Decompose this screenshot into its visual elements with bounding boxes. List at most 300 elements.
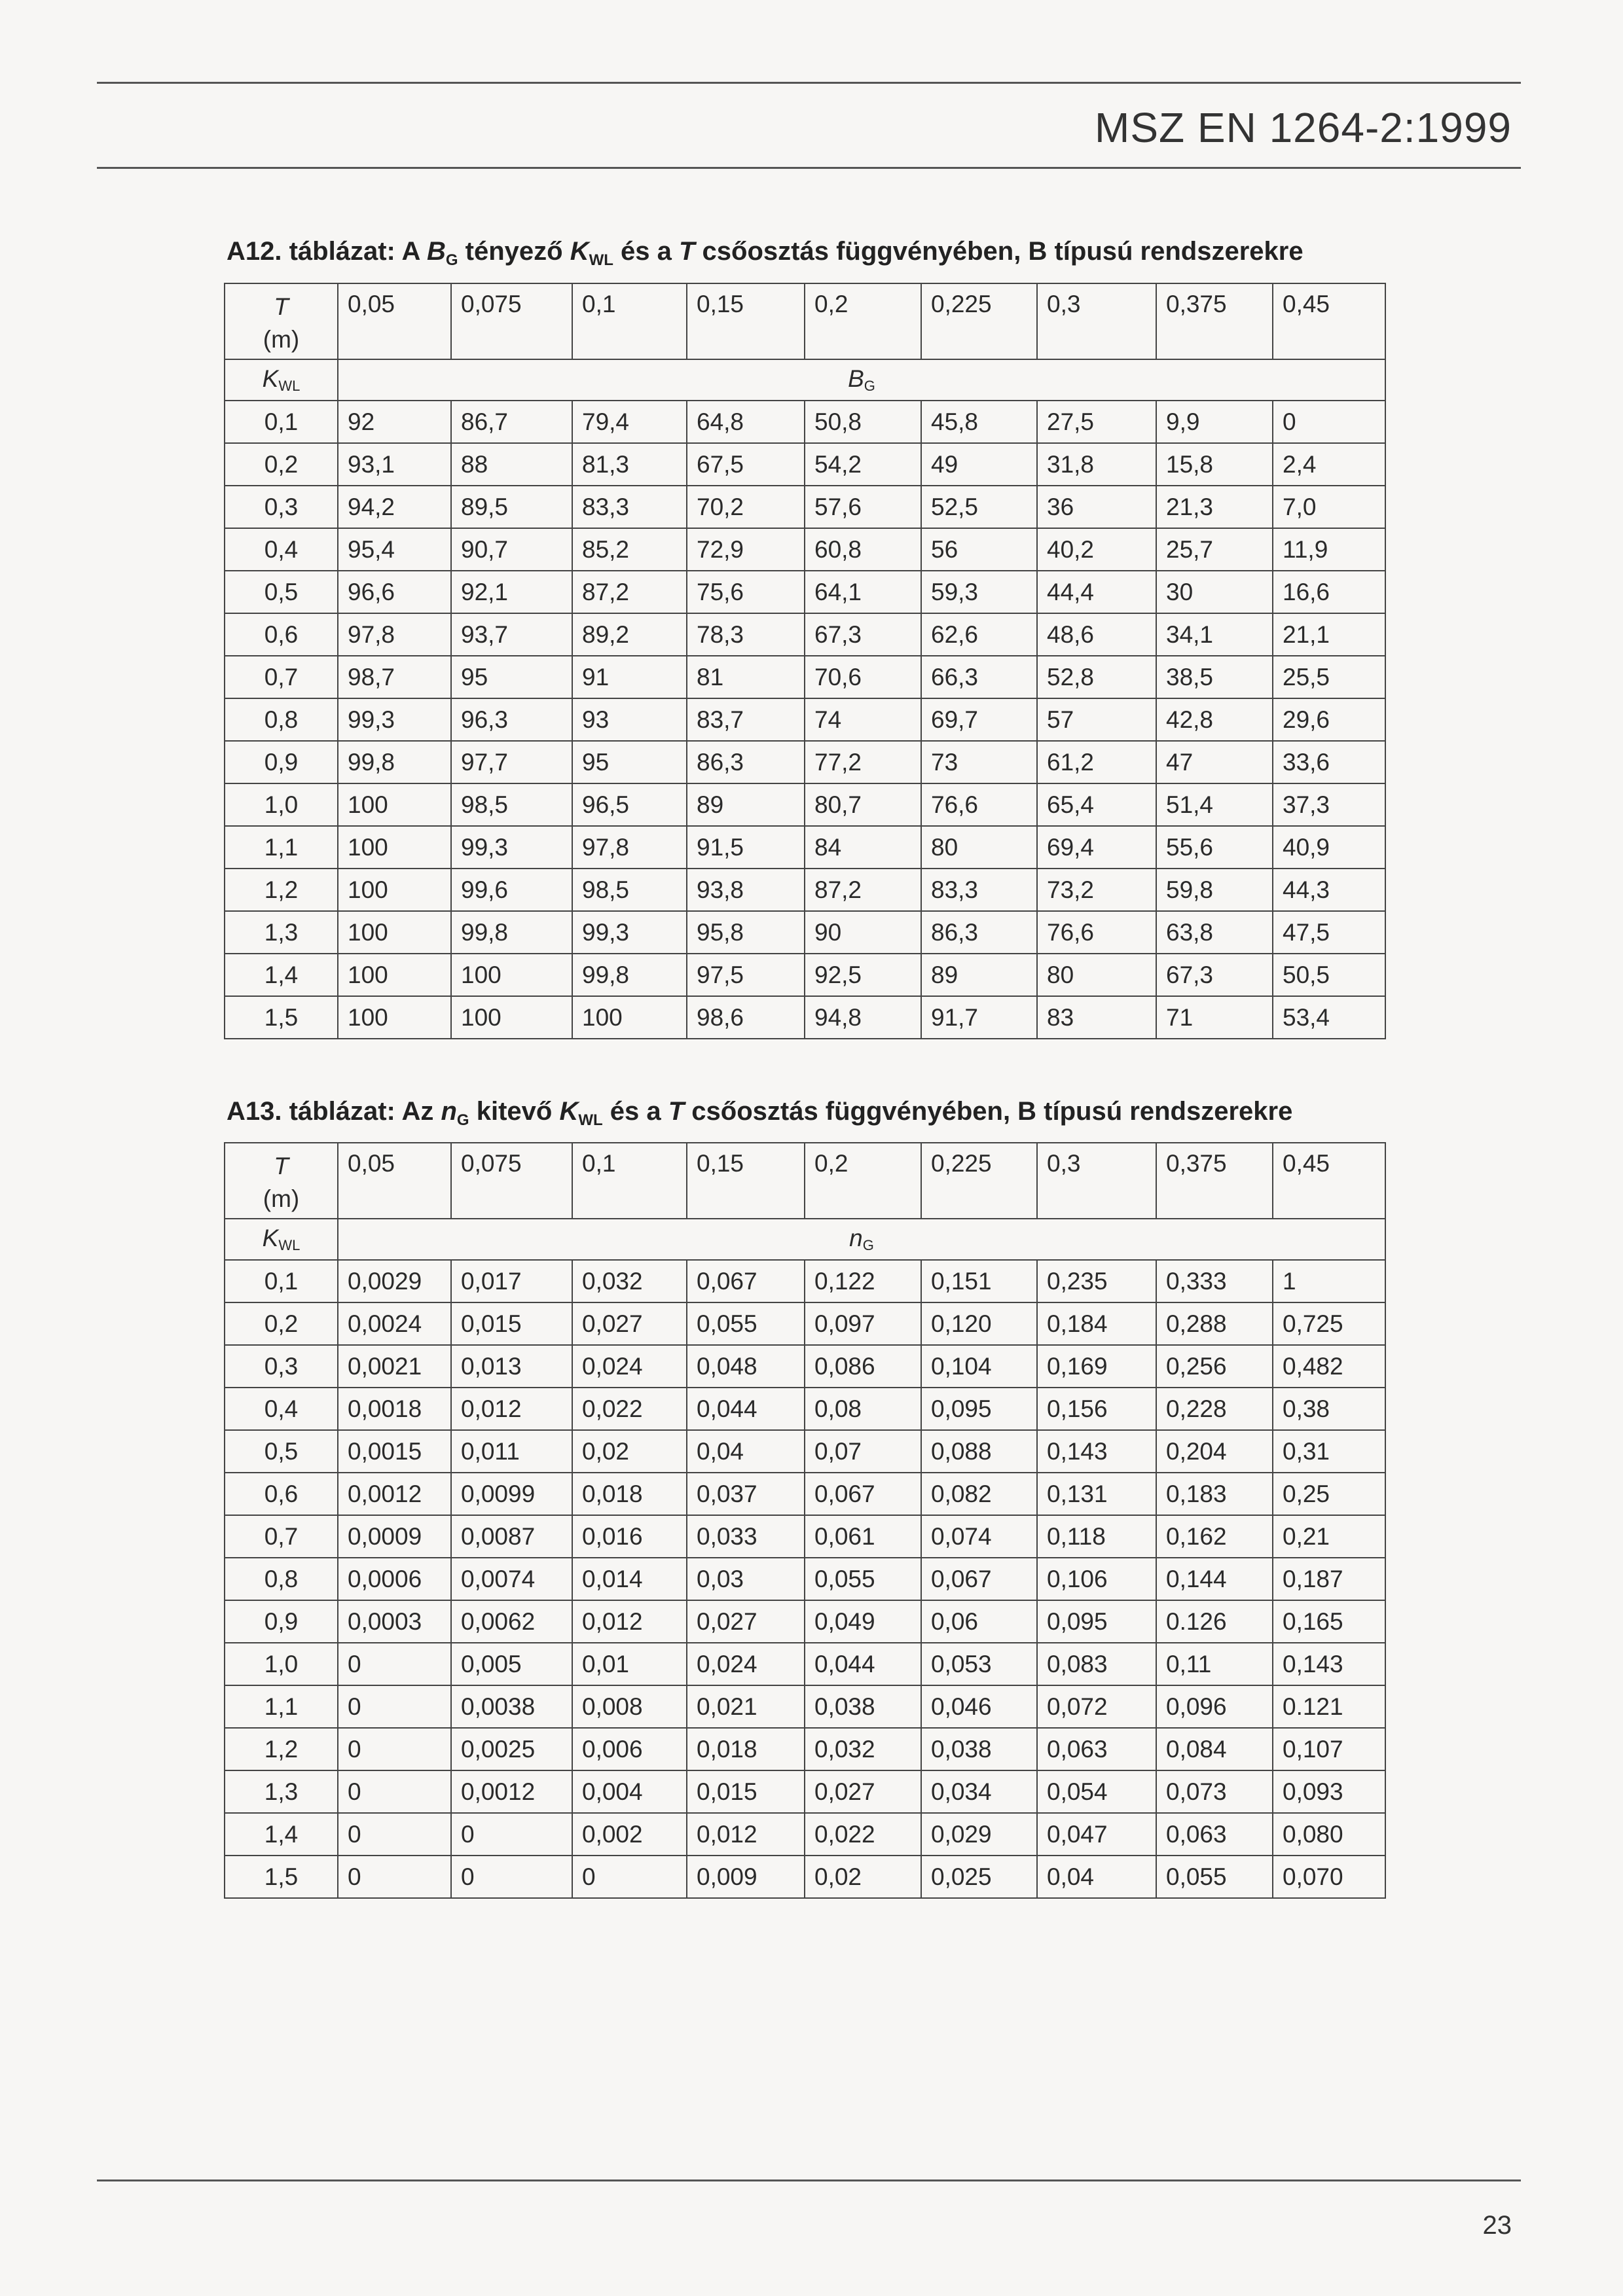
column-header-cell: 0,1 [572,1143,687,1219]
table-cell: 95,8 [687,911,805,954]
table-a12 [224,283,1386,1039]
pipe-spacing-symbol: T [274,293,289,320]
table-cell: 0,184 [1037,1302,1156,1345]
table-cell: 100 [338,911,451,954]
table-row [225,698,1385,741]
table-cell: 40,9 [1273,826,1385,869]
table-cell: 0,131 [1037,1473,1156,1515]
value-symbol: n [849,1225,863,1251]
kwl-value-cell: 0,5 [225,571,338,613]
table-cell: 0,022 [805,1813,921,1856]
table-cell: 86,3 [687,741,805,783]
table-cell: 0 [338,1685,451,1728]
table-cell: 0,012 [687,1813,805,1856]
table-cell: 55,6 [1156,826,1273,869]
kwl-symbol: K [262,365,279,392]
table-cell: 71 [1156,996,1273,1039]
table-cell: 1 [1273,1260,1385,1302]
table-cell: 0,0099 [451,1473,572,1515]
table-cell: 0,049 [805,1600,921,1643]
table-cell: 93 [572,698,687,741]
kwl-value-cell: 1,4 [225,954,338,996]
table-cell: 0,002 [572,1813,687,1856]
table-cell: 0,014 [572,1558,687,1600]
table-cell: 0,015 [451,1302,572,1345]
kwl-value-cell: 1,5 [225,1856,338,1898]
table-cell: 97,5 [687,954,805,996]
value-symbol-cell [338,359,1385,401]
table-cell: 0,083 [1037,1643,1156,1685]
table-cell: 63,8 [1156,911,1273,954]
table-cell: 0,061 [805,1515,921,1558]
table-cell: 0,288 [1156,1302,1273,1345]
table-cell: 64,8 [687,401,805,443]
table-cell: 0,162 [1156,1515,1273,1558]
table-cell: 0,055 [1156,1856,1273,1898]
table-row [225,1260,1385,1302]
symbol-row [225,1219,1385,1260]
table-cell: 0,063 [1037,1728,1156,1770]
table-cell: 0,047 [1037,1813,1156,1856]
table-cell: 0 [338,1813,451,1856]
table-cell: 0,006 [572,1728,687,1770]
table-cell: 99,3 [572,911,687,954]
table-cell: 0 [338,1856,451,1898]
table-cell: 0,038 [805,1685,921,1728]
pipe-spacing-symbol: T [274,1153,289,1179]
table-cell: 0,025 [921,1856,1037,1898]
table-row [225,869,1385,911]
column-header-cell: 0,375 [1156,283,1273,359]
pipe-spacing-unit: (m) [263,1185,300,1212]
table-cell: 50,5 [1273,954,1385,996]
kwl-value-cell: 1,2 [225,869,338,911]
table-cell: 91 [572,656,687,698]
kwl-value-cell: 0,2 [225,1302,338,1345]
table-row [225,1813,1385,1856]
table-cell: 0,048 [687,1345,805,1388]
table-cell: 80 [921,826,1037,869]
column-header-cell: 0,225 [921,283,1037,359]
table-cell: 0,204 [1156,1430,1273,1473]
kwl-value-cell: 0,3 [225,1345,338,1388]
table-cell: 0,095 [1037,1600,1156,1643]
table-cell: 0,018 [687,1728,805,1770]
table-cell: 0,024 [572,1345,687,1388]
table-cell: 99,8 [572,954,687,996]
table-cell: 0,02 [572,1430,687,1473]
column-header-cell: 0,15 [687,1143,805,1219]
column-header-cell: 0,2 [805,283,921,359]
table-cell: 77,2 [805,741,921,783]
table-cell: 0 [451,1856,572,1898]
kwl-subscript: WL [278,378,301,394]
table-cell: 100 [338,783,451,826]
table-cell: 0,055 [687,1302,805,1345]
table-cell: 53,4 [1273,996,1385,1039]
table-cell: 47 [1156,741,1273,783]
table-row [225,1770,1385,1813]
table-cell: 83 [1037,996,1156,1039]
table-cell: 0,008 [572,1685,687,1728]
table-row [225,401,1385,443]
table-cell: 0,0074 [451,1558,572,1600]
kwl-label-cell [225,359,338,401]
kwl-value-cell: 0,1 [225,1260,338,1302]
column-header-cell: 0,225 [921,1143,1037,1219]
table-cell: 96,3 [451,698,572,741]
column-header-cell: 0,3 [1037,283,1156,359]
table-cell: 0,25 [1273,1473,1385,1515]
table-cell: 98,5 [451,783,572,826]
table-cell: 92 [338,401,451,443]
table-cell: 0,080 [1273,1813,1385,1856]
table-row [225,954,1385,996]
table-cell: 100 [572,996,687,1039]
kwl-value-cell: 0,5 [225,1430,338,1473]
table-cell: 0,183 [1156,1473,1273,1515]
table-cell: 48,6 [1037,613,1156,656]
table-cell: 0 [338,1728,451,1770]
table-cell: 0,063 [1156,1813,1273,1856]
table-cell: 59,8 [1156,869,1273,911]
table-cell: 25,7 [1156,528,1273,571]
table-cell: 94,8 [805,996,921,1039]
table-cell: 2,4 [1273,443,1385,486]
table-cell: 94,2 [338,486,451,528]
table-cell: 0,055 [805,1558,921,1600]
table-cell: 44,3 [1273,869,1385,911]
column-header-cell: 0,15 [687,283,805,359]
table-cell: 100 [338,826,451,869]
table-cell: 0,032 [572,1260,687,1302]
table-cell: 57,6 [805,486,921,528]
table-cell: 0 [338,1643,451,1685]
table-cell: 73,2 [1037,869,1156,911]
table-cell: 0,086 [805,1345,921,1388]
table-cell: 67,3 [805,613,921,656]
table-cell: 99,8 [451,911,572,954]
table-cell: 99,6 [451,869,572,911]
table-cell: 62,6 [921,613,1037,656]
header-row [225,1143,1385,1219]
table-cell: 74 [805,698,921,741]
table-cell: 0,044 [687,1388,805,1430]
table-cell: 83,3 [572,486,687,528]
pipe-spacing-unit: (m) [263,326,300,353]
kwl-value-cell: 1,3 [225,911,338,954]
table-row [225,1643,1385,1685]
table-cell: 99,3 [338,698,451,741]
table-cell: 67,3 [1156,954,1273,996]
table-cell: 51,4 [1156,783,1273,826]
table-row [225,783,1385,826]
table-cell: 47,5 [1273,911,1385,954]
table-cell: 0,067 [687,1260,805,1302]
table-cell: 90 [805,911,921,954]
column-header-cell: 0,1 [572,283,687,359]
table-cell: 21,1 [1273,613,1385,656]
table-cell: 25,5 [1273,656,1385,698]
table-cell: 89 [687,783,805,826]
table-cell: 0,082 [921,1473,1037,1515]
column-header-cell: 0,3 [1037,1143,1156,1219]
table-cell: 73 [921,741,1037,783]
table-cell: 0,0087 [451,1515,572,1558]
table-cell: 85,2 [572,528,687,571]
table-cell: 95,4 [338,528,451,571]
table-cell: 91,5 [687,826,805,869]
table-cell: 60,8 [805,528,921,571]
table-cell: 0 [451,1813,572,1856]
table-cell: 0,095 [921,1388,1037,1430]
table-cell: 0,01 [572,1643,687,1685]
table-cell: 0,04 [687,1430,805,1473]
table-cell: 76,6 [921,783,1037,826]
table-cell: 0,122 [805,1260,921,1302]
table-cell: 0,018 [572,1473,687,1515]
table-cell: 90,7 [451,528,572,571]
table-cell: 84 [805,826,921,869]
table-cell: 0,011 [451,1430,572,1473]
table-a12-caption: A12. táblázat: A $B_G$ tényező $K_{WL}$ és a T csőosztás függvényében, B típusú rendszerekre [227,237,1304,269]
kwl-value-cell: 1,1 [225,826,338,869]
table-cell: 0,0025 [451,1728,572,1770]
table-cell: 0,31 [1273,1430,1385,1473]
table-cell: 99,3 [451,826,572,869]
table-cell: 0,187 [1273,1558,1385,1600]
table-cell: 81,3 [572,443,687,486]
table-cell: 0,044 [805,1643,921,1685]
table-cell: 0,022 [572,1388,687,1430]
table-cell: 91,7 [921,996,1037,1039]
table-cell: 0,072 [1037,1685,1156,1728]
table-cell: 15,8 [1156,443,1273,486]
table-a13-caption: A13. táblázat: Az $n_G$ kitevő $K_{WL}$ és a T csőosztás függvényében, B típusú rendszerekre [227,1097,1293,1129]
table-cell: 76,6 [1037,911,1156,954]
table-cell: 0,088 [921,1430,1037,1473]
table-cell: 88 [451,443,572,486]
table-cell: 0,033 [687,1515,805,1558]
table-cell: 89,5 [451,486,572,528]
table-cell: 0,104 [921,1345,1037,1388]
table-row [225,741,1385,783]
table-row [225,826,1385,869]
table-cell: 44,4 [1037,571,1156,613]
page-number: 23 [1482,2211,1512,2240]
table-row [225,1302,1385,1345]
table-cell: 67,5 [687,443,805,486]
table-cell: 0,093 [1273,1770,1385,1813]
table-cell: 0 [572,1856,687,1898]
table-cell: 0,04 [1037,1856,1156,1898]
column-header-cell: 0,2 [805,1143,921,1219]
table-cell: 0,004 [572,1770,687,1813]
table-cell: 34,1 [1156,613,1273,656]
table-cell: 0,21 [1273,1515,1385,1558]
table-cell: 21,3 [1156,486,1273,528]
table-cell: 0,097 [805,1302,921,1345]
table-cell: 0,015 [687,1770,805,1813]
table-row [225,571,1385,613]
table-cell: 0,482 [1273,1345,1385,1388]
table-cell: 79,4 [572,401,687,443]
table-cell: 0,0006 [338,1558,451,1600]
table-cell: 0,038 [921,1728,1037,1770]
table-cell: 0,144 [1156,1558,1273,1600]
kwl-value-cell: 1,3 [225,1770,338,1813]
table-cell: 69,7 [921,698,1037,741]
header-top-rule [97,82,1521,84]
table-cell: 0,06 [921,1600,1037,1643]
table-a13 [224,1142,1386,1899]
table-cell: 65,4 [1037,783,1156,826]
table-cell: 0,021 [687,1685,805,1728]
table-cell: 66,3 [921,656,1037,698]
table-cell: 0,032 [805,1728,921,1770]
table-row [225,1473,1385,1515]
table-cell: 0,07 [805,1430,921,1473]
table-cell: 97,8 [572,826,687,869]
kwl-value-cell: 0,7 [225,656,338,698]
table-row [225,656,1385,698]
table-cell: 0.126 [1156,1600,1273,1643]
table-cell: 0,009 [687,1856,805,1898]
table-row [225,1515,1385,1558]
kwl-value-cell: 0,9 [225,741,338,783]
table-cell: 31,8 [1037,443,1156,486]
table-cell: 0,0018 [338,1388,451,1430]
table-cell: 0,0003 [338,1600,451,1643]
value-subscript: G [864,378,875,394]
table-cell: 0,151 [921,1260,1037,1302]
kwl-value-cell: 0,6 [225,1473,338,1515]
table-cell: 0,0012 [451,1770,572,1813]
table-cell: 80 [1037,954,1156,996]
table-cell: 75,6 [687,571,805,613]
table-row [225,486,1385,528]
table-row [225,613,1385,656]
table-cell: 70,2 [687,486,805,528]
header-row [225,283,1385,359]
table-cell: 36 [1037,486,1156,528]
table-cell: 0,165 [1273,1600,1385,1643]
kwl-value-cell: 0,4 [225,528,338,571]
table-cell: 83,3 [921,869,1037,911]
table-cell: 0,017 [451,1260,572,1302]
table-cell: 69,4 [1037,826,1156,869]
kwl-value-cell: 0,2 [225,443,338,486]
table-cell: 0,0015 [338,1430,451,1473]
kwl-value-cell: 0,8 [225,1558,338,1600]
table-cell: 56 [921,528,1037,571]
table-cell: 93,1 [338,443,451,486]
table-cell: 9,9 [1156,401,1273,443]
table-cell: 93,8 [687,869,805,911]
table-cell: 0,037 [687,1473,805,1515]
table-cell: 0,333 [1156,1260,1273,1302]
table-cell: 0,024 [687,1643,805,1685]
table-cell: 0,725 [1273,1302,1385,1345]
table-cell: 81 [687,656,805,698]
table-cell: 93,7 [451,613,572,656]
table-cell: 0,053 [921,1643,1037,1685]
table-cell: 0,118 [1037,1515,1156,1558]
table-cell: 0,03 [687,1558,805,1600]
table-cell: 7,0 [1273,486,1385,528]
kwl-value-cell: 0,1 [225,401,338,443]
table-cell: 0.121 [1273,1685,1385,1728]
table-cell: 0,38 [1273,1388,1385,1430]
kwl-value-cell: 0,3 [225,486,338,528]
table-cell: 86,7 [451,401,572,443]
table-cell: 0,027 [805,1770,921,1813]
table-row [225,1728,1385,1770]
table-cell: 0,0009 [338,1515,451,1558]
table-cell: 27,5 [1037,401,1156,443]
table-cell: 92,1 [451,571,572,613]
table-row [225,1345,1385,1388]
table-cell: 0,0062 [451,1600,572,1643]
table-cell: 100 [338,869,451,911]
value-symbol: B [848,365,864,392]
table-cell: 0,027 [572,1302,687,1345]
table-cell: 98,6 [687,996,805,1039]
table-cell: 80,7 [805,783,921,826]
table-cell: 0 [338,1770,451,1813]
table-cell: 0,143 [1037,1430,1156,1473]
table-cell: 86,3 [921,911,1037,954]
table-cell: 97,8 [338,613,451,656]
table-cell: 98,7 [338,656,451,698]
kwl-symbol: K [262,1225,279,1251]
value-symbol-cell [338,1219,1385,1260]
table-cell: 0,0021 [338,1345,451,1388]
table-cell: 59,3 [921,571,1037,613]
table-cell: 0,034 [921,1770,1037,1813]
pipe-spacing-header-cell [225,1143,338,1219]
table-cell: 52,8 [1037,656,1156,698]
table-cell: 0,0029 [338,1260,451,1302]
table-cell: 50,8 [805,401,921,443]
table-cell: 33,6 [1273,741,1385,783]
kwl-value-cell: 1,2 [225,1728,338,1770]
table-cell: 0,11 [1156,1643,1273,1685]
column-header-cell: 0,45 [1273,1143,1385,1219]
table-cell: 99,8 [338,741,451,783]
kwl-value-cell: 1,0 [225,783,338,826]
kwl-value-cell: 1,1 [225,1685,338,1728]
column-header-cell: 0,075 [451,1143,572,1219]
pipe-spacing-header-cell [225,283,338,359]
kwl-value-cell: 1,5 [225,996,338,1039]
table-cell: 0,08 [805,1388,921,1430]
kwl-value-cell: 0,7 [225,1515,338,1558]
table-cell: 96,5 [572,783,687,826]
table-row [225,1388,1385,1430]
table-cell: 11,9 [1273,528,1385,571]
table-cell: 0,143 [1273,1643,1385,1685]
table-row [225,911,1385,954]
table-cell: 30 [1156,571,1273,613]
table-cell: 70,6 [805,656,921,698]
table-cell: 97,7 [451,741,572,783]
table-cell: 64,1 [805,571,921,613]
table-cell: 98,5 [572,869,687,911]
table-cell: 0,0038 [451,1685,572,1728]
table-cell: 100 [451,954,572,996]
table-cell: 95 [451,656,572,698]
